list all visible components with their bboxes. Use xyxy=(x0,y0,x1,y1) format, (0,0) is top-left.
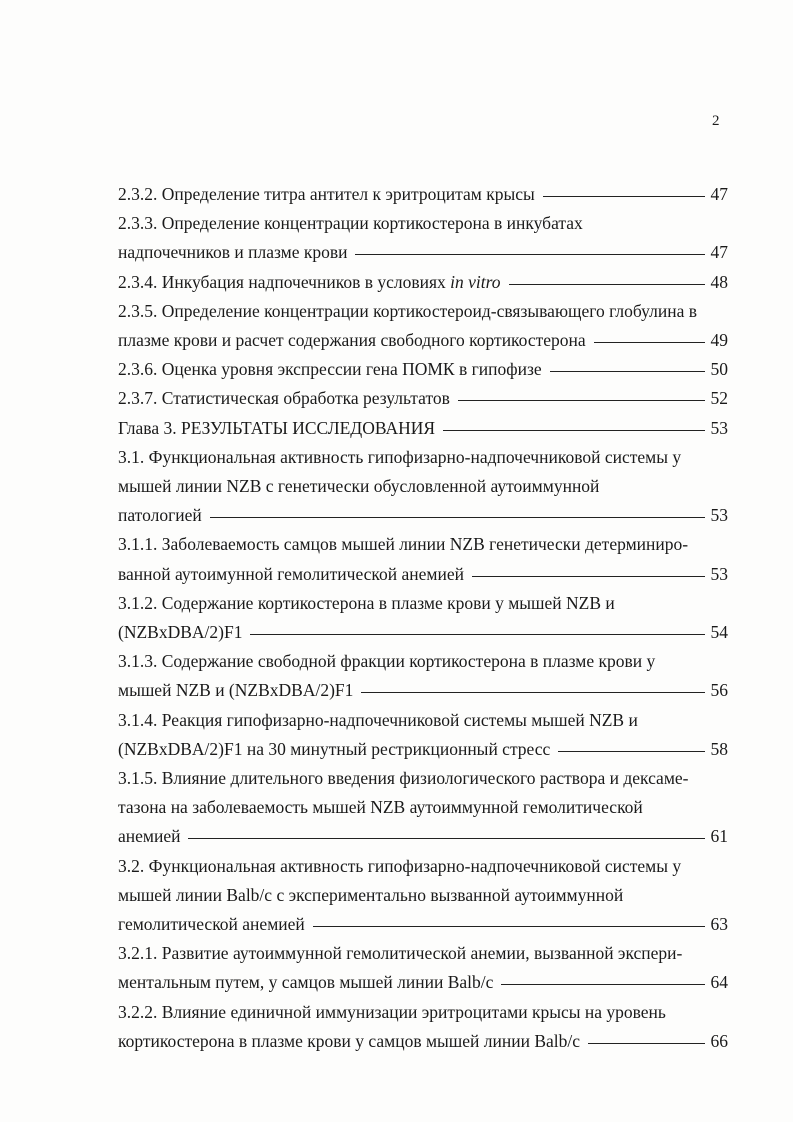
page-number: 2 xyxy=(712,113,720,129)
toc-entry xyxy=(118,530,728,588)
toc-entry-last-line xyxy=(118,414,728,443)
toc-entry-line: 3.1.1. Заболеваемость самцов мышей линии NZB генетически детерминиро- xyxy=(118,534,689,555)
toc-page-number: 54 xyxy=(710,622,728,643)
toc-page-number: 47 xyxy=(710,242,728,263)
toc-entry xyxy=(118,706,728,764)
toc-entry xyxy=(118,414,728,443)
toc-page-number: 64 xyxy=(710,972,728,993)
toc-entry-last-line xyxy=(118,355,728,384)
toc-leader-line xyxy=(509,284,705,285)
toc-entry xyxy=(118,209,728,267)
toc-entry xyxy=(118,647,728,705)
toc-page-number: 53 xyxy=(710,505,728,526)
toc-entry-line: мышей линии NZB с генетически обусловленной аутоиммунной xyxy=(118,476,600,497)
toc-leader-line xyxy=(361,692,704,693)
toc-entry-last-line xyxy=(118,326,728,355)
toc-page-number: 48 xyxy=(710,271,728,292)
toc-entry-last-line xyxy=(118,1027,728,1056)
toc-leader-line xyxy=(188,838,704,839)
toc-entry-line: 3.2.1. Развитие аутоиммунной гемолитической анемии, вызванной экспери- xyxy=(118,943,683,964)
toc-entry-title: надпочечников и плазме крови xyxy=(118,242,348,263)
toc-entry xyxy=(118,852,728,940)
toc-entry-line: тазона на заболеваемость мышей NZB аутоиммунной гемолитической xyxy=(118,797,643,818)
toc-page-number: 53 xyxy=(710,417,728,438)
toc-entry-line: 3.1.4. Реакция гипофизарно-надпочечниковой системы мышей NZB и xyxy=(118,709,638,730)
toc-page-number: 58 xyxy=(710,738,728,759)
toc-page-number: 47 xyxy=(710,184,728,204)
toc-entry-line: 3.2.2. Влияние единичной иммунизации эритроцитами крысы на уровень xyxy=(118,1001,666,1022)
toc-entry-line: 2.3.3. Определение концентрации кортикостерона в инкубатах xyxy=(118,213,583,234)
toc-leader-line xyxy=(594,342,705,343)
toc-entry-title: 2.3.2. Определение титра антител к эритроцитам крысы xyxy=(118,184,535,204)
toc-entry-line: 3.1.3. Содержание свободной фракции кортикостерона в плазме крови у xyxy=(118,651,656,672)
toc-leader-line xyxy=(558,751,704,752)
toc-leader-line xyxy=(543,196,705,197)
toc-entry-last-line xyxy=(118,501,728,530)
toc-leader-line xyxy=(250,634,704,635)
toc-entry-last-line xyxy=(118,910,728,939)
toc-entry-last-line xyxy=(118,238,728,267)
toc-entry-title: (NZBxDBA/2)F1 xyxy=(118,622,243,643)
toc-entry-line: мышей линии Balb/c с экспериментально вызванной аутоиммунной xyxy=(118,884,624,905)
table-of-contents xyxy=(118,180,728,1056)
toc-entry-title: ванной аутоимунной гемолитической анемией xyxy=(118,563,464,584)
toc-page-number: 52 xyxy=(710,388,728,409)
toc-entry-title: (NZBxDBA/2)F1 на 30 минутный рестрикционный стресс xyxy=(118,738,551,759)
toc-entry-last-line xyxy=(118,676,728,705)
toc-entry xyxy=(118,297,728,355)
toc-entry-title: патологией xyxy=(118,505,202,526)
toc-leader-line xyxy=(355,254,704,255)
toc-leader-line xyxy=(550,371,705,372)
toc-entry-title: 2.3.7. Статистическая обработка результатов xyxy=(118,388,450,409)
toc-leader-line xyxy=(313,926,705,927)
toc-entry-title: Глава 3. РЕЗУЛЬТАТЫ ИССЛЕДОВАНИЯ xyxy=(118,417,436,438)
toc-leader-line xyxy=(210,517,705,518)
toc-leader-line xyxy=(458,400,705,401)
toc-entry-line: 3.1.2. Содержание кортикостерона в плазме крови у мышей NZB и xyxy=(118,592,615,613)
toc-page-number: 53 xyxy=(710,563,728,584)
toc-entry-last-line xyxy=(118,560,728,589)
toc-leader-line xyxy=(501,984,704,985)
toc-entry xyxy=(118,764,728,852)
toc-entry-line: 3.1. Функциональная активность гипофизарно-надпочечниковой системы у xyxy=(118,446,682,467)
toc-entry-line: 2.3.5. Определение концентрации кортикостероид-связывающего глобулина в xyxy=(118,300,697,321)
toc-entry-last-line xyxy=(118,618,728,647)
toc-entry-title: плазме крови и расчет содержания свободного кортикостерона xyxy=(118,330,586,351)
toc-entry xyxy=(118,443,728,531)
toc-entry-last-line xyxy=(118,268,728,297)
toc-entry xyxy=(118,384,728,413)
toc-entry xyxy=(118,998,728,1056)
toc-entry-last-line xyxy=(118,384,728,413)
toc-entry-line: 3.1.5. Влияние длительного введения физиологического раствора и дексаме- xyxy=(118,768,689,789)
toc-entry-title: 2.3.6. Оценка уровня экспрессии гена ПОМК в гипофизе xyxy=(118,359,542,380)
toc-entry xyxy=(118,589,728,647)
toc-entry-title: анемией xyxy=(118,826,181,847)
toc-entry-title: 2.3.4. Инкубация надпочечников в условиях in vitro xyxy=(118,271,501,292)
toc-entry xyxy=(118,180,728,209)
toc-entry-line: 3.2. Функциональная активность гипофизарно-надпочечниковой системы у xyxy=(118,855,682,876)
toc-entry-title: мышей NZB и (NZBxDBA/2)F1 xyxy=(118,680,354,701)
toc-leader-line xyxy=(443,430,704,431)
toc-leader-line xyxy=(472,576,705,577)
toc-entry-title: ментальным путем, у самцов мышей линии Balb/c xyxy=(118,972,494,993)
toc-entry-last-line xyxy=(118,968,728,997)
toc-page-number: 66 xyxy=(710,1030,728,1051)
toc-leader-line xyxy=(588,1043,704,1044)
toc-entry-title: кортикостерона в плазме крови у самцов мышей линии Balb/c xyxy=(118,1030,581,1051)
toc-page-number: 50 xyxy=(710,359,728,380)
toc-entry-last-line xyxy=(118,735,728,764)
toc-page-number: 63 xyxy=(710,914,728,935)
toc-entry-last-line xyxy=(118,822,728,851)
toc-entry xyxy=(118,939,728,997)
toc-entry-last-line xyxy=(118,180,728,209)
toc-entry xyxy=(118,268,728,297)
toc-page-number: 56 xyxy=(710,680,728,701)
toc-entry xyxy=(118,355,728,384)
toc-page-number: 49 xyxy=(710,330,728,351)
toc-entry-title: гемолитической анемией xyxy=(118,914,305,935)
toc-page-number: 61 xyxy=(710,826,728,847)
